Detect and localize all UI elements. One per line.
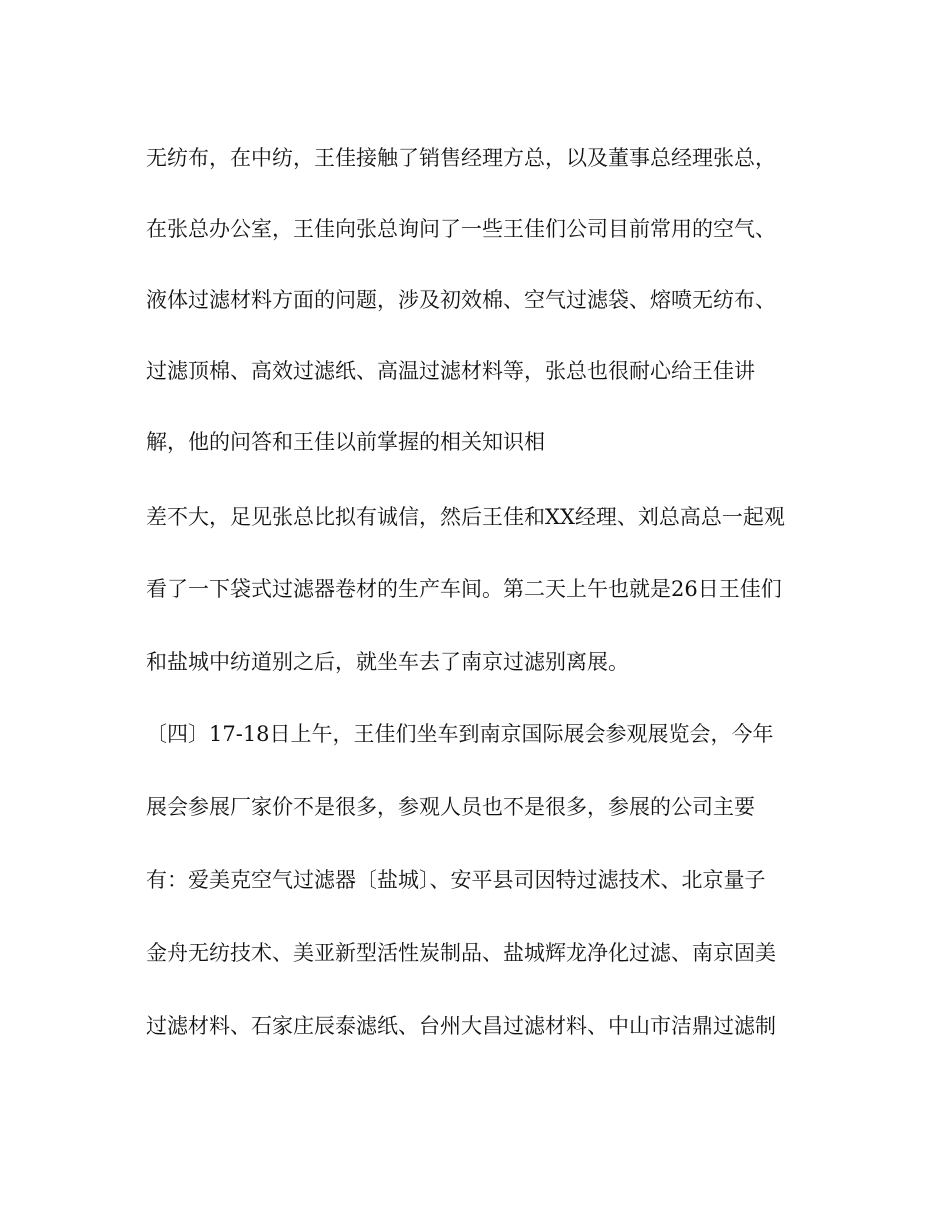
section-four-line: 〔四〕17-18日上午，王佳们坐车到南京国际展会参观展览会，今年 — [146, 722, 774, 746]
body-text-line: 液体过滤材料方面的问题，涉及初效棉、空气过滤袋、熔喷无纺布、 — [146, 288, 776, 312]
body-text-line: 看了一下袋式过滤器卷材的生产车间。第二天上午也就是26日王佳们 — [146, 577, 782, 601]
body-text-line: 展会参展厂家价不是很多，参观人员也不是很多，参展的公司主要 — [146, 795, 755, 819]
body-text-line: 解，他的问答和王佳以前掌握的相关知识相 — [146, 430, 545, 454]
body-text-line: 和盐城中纺道别之后，就坐车去了南京过滤别离展。 — [146, 650, 629, 674]
body-text-line: 过滤顶棉、高效过滤纸、高温过滤材料等，张总也很耐心给王佳讲 — [146, 359, 755, 383]
body-text-line: 金舟无纺技术、美亚新型活性炭制品、盐城辉龙净化过滤、南京固美 — [146, 941, 776, 965]
body-text-line: 无纺布，在中纺，王佳接触了销售经理方总，以及董事总经理张总， — [146, 146, 776, 170]
body-text-line: 有：爱美克空气过滤器〔盐城〕、安平县司因特过滤技术、北京量子 — [146, 868, 766, 892]
body-text-line: 在张总办公室，王佳向张总询问了一些王佳们公司目前常用的空气、 — [146, 217, 776, 241]
body-text-line: 差不大，足见张总比拟有诚信，然后王佳和XX经理、刘总高总一起观 — [146, 505, 785, 529]
body-text-line: 过滤材料、石家庄辰泰滤纸、台州大昌过滤材料、中山市洁鼎过滤制 — [146, 1014, 776, 1038]
